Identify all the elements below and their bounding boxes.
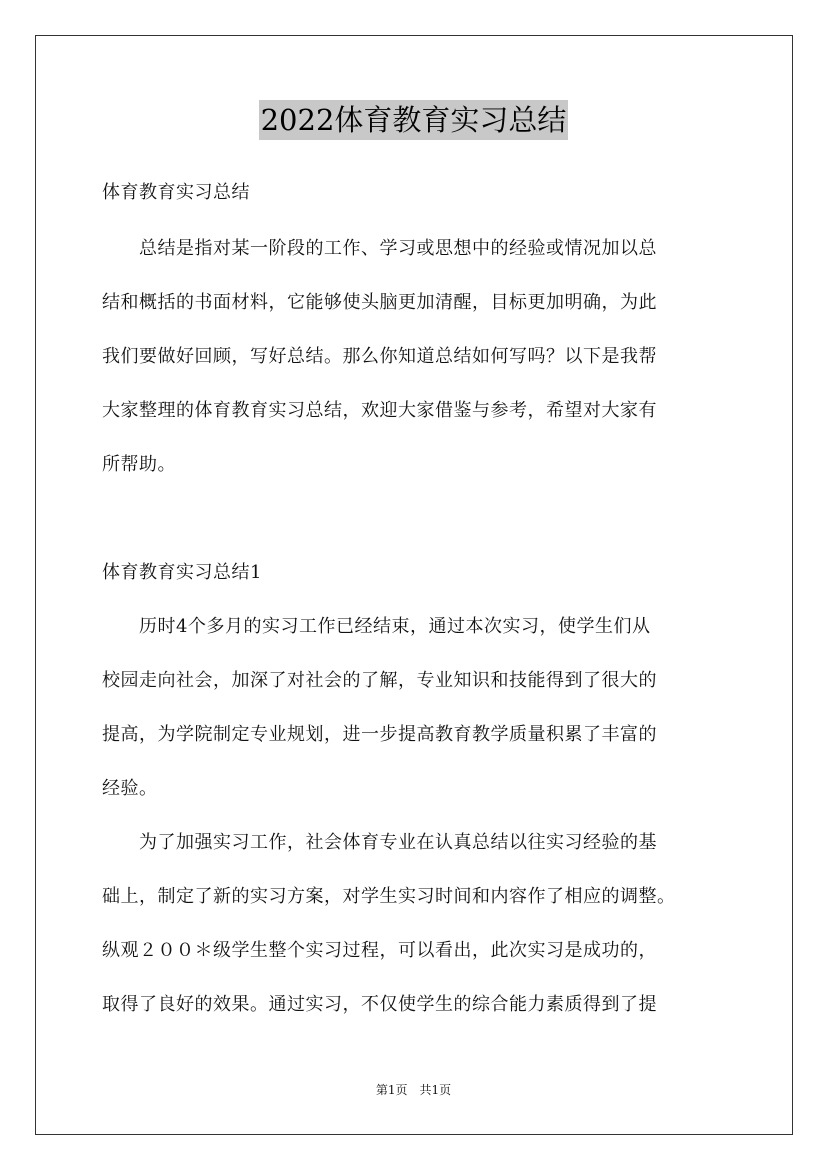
paragraph-line: 取得了良好的效果。通过实习，不仅使学生的综合能力素质得到了提	[102, 994, 657, 1015]
paragraph-line: 总结是指对某一阶段的工作、学习或思想中的经验或情况加以总	[102, 238, 657, 259]
document-title: 2022体育教育实习总结	[259, 100, 569, 140]
paragraph-line: 为了加强实习工作，社会体育专业在认真总结以往实习经验的基	[102, 832, 657, 853]
paragraph-line: 结和概括的书面材料，它能够使头脑更加清醒，目标更加明确，为此	[102, 292, 657, 313]
paragraph-line: 历时4个多月的实习工作已经结束，通过本次实习，使学生们从	[102, 616, 651, 637]
paragraph-line: 提高，为学院制定专业规划，进一步提高教育教学质量积累了丰富的	[102, 724, 657, 745]
section-heading-1: 体育教育实习总结1	[102, 562, 262, 583]
paragraph-line: 经验。	[102, 778, 158, 799]
paragraph-line: 础上，制定了新的实习方案，对学生实习时间和内容作了相应的调整。	[102, 886, 676, 907]
paragraph-line: 我们要做好回顾，写好总结。那么你知道总结如何写吗？以下是我帮	[102, 346, 657, 367]
page-number-footer: 第1页 共1页	[375, 1083, 452, 1097]
paragraph-line: 校园走向社会，加深了对社会的了解，专业知识和技能得到了很大的	[102, 670, 657, 691]
paragraph-line: 纵观２００＊级学生整个实习过程，可以看出，此次实习是成功的，	[102, 940, 657, 961]
paragraph-line: 所帮助。	[102, 454, 176, 475]
section-heading-intro: 体育教育实习总结	[102, 182, 250, 203]
paragraph-line: 大家整理的体育教育实习总结，欢迎大家借鉴与参考，希望对大家有	[102, 400, 657, 421]
title-container	[0, 100, 827, 140]
